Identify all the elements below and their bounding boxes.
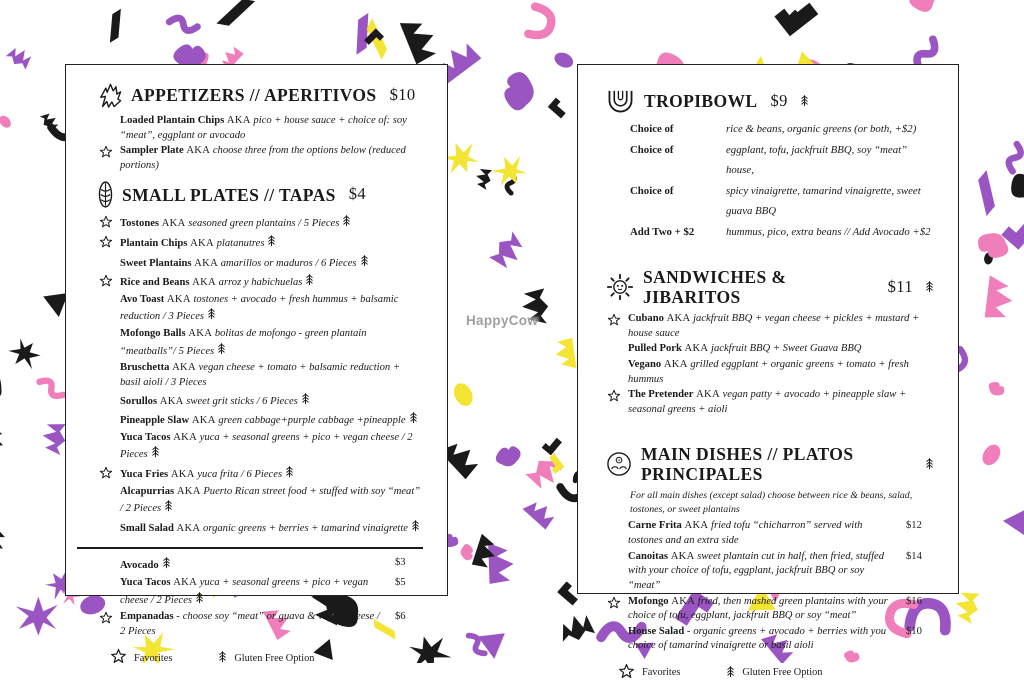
menu-item (628, 625, 934, 654)
legend-favorites (110, 648, 172, 668)
gluten-free-icon (409, 411, 418, 430)
item-separator: AKA (190, 238, 214, 250)
section-title-text: SMALL PLATES // TAPAS (122, 184, 336, 205)
confetti-shape (16, 597, 58, 636)
gluten-free-icon (267, 234, 276, 253)
item-desc: amarillos or maduros / 6 Pieces (220, 257, 357, 269)
item-price: $16 (906, 595, 922, 607)
gluten-free-icon (800, 91, 809, 111)
section-title-text: TROPIBOWL (644, 90, 758, 111)
confetti-shape (494, 441, 523, 471)
gluten-free-icon (217, 342, 226, 361)
item-name: Loaded Plantain Chips (120, 115, 225, 126)
confetti-shape (1005, 144, 1024, 171)
gluten-free-icon (925, 277, 934, 297)
legend-favorites-label: Favorites (134, 652, 173, 664)
item-separator: AKA (684, 343, 709, 355)
item-name: Carne Frita (628, 520, 682, 532)
item-name: Mofongo (628, 595, 669, 607)
item-name: Avo Toast (120, 293, 165, 305)
gluten-free-icon (195, 591, 204, 610)
item-name: Yuca Fries (120, 468, 169, 480)
choice-text: eggplant, tofu, jackfruit BBQ, soy “meat” house, (726, 143, 908, 176)
menu-section-appetizers (98, 82, 423, 174)
item-separator: AKA (684, 520, 709, 532)
section-title (98, 82, 423, 109)
confetti-shape (488, 542, 514, 584)
choice-label: Choice of (630, 184, 674, 197)
section-price: $4 (348, 184, 367, 204)
menu-item (120, 576, 423, 609)
confetti-shape (952, 589, 982, 625)
menu-item (120, 556, 423, 575)
gluten-free-icon (301, 392, 310, 411)
star-icon (99, 466, 113, 486)
burst-icon (98, 82, 122, 109)
menu-item (120, 114, 423, 143)
item-separator: AKA (194, 257, 219, 269)
section-title (606, 444, 934, 484)
confetti-shape (487, 230, 529, 273)
confetti-shape (548, 98, 569, 119)
item-name: House Salad (628, 625, 685, 637)
choice-row (630, 140, 934, 181)
item-desc: yuca + seasonal greens + pico + vegan cheese / 2 Pieces (120, 577, 369, 606)
gluten-free-icon (360, 254, 369, 273)
item-desc: sweet grit sticks / 6 Pieces (186, 395, 298, 407)
section-note: For all main dishes (except salad) choose between rice & beans, salad, tostones, or sweet plantains (630, 489, 913, 515)
item-separator: AKA (176, 522, 201, 534)
priced-items (120, 556, 423, 640)
item-name: Sampler Plate (120, 145, 184, 157)
confetti-shape (774, 0, 818, 36)
legend (110, 640, 423, 668)
menu-item (628, 519, 934, 548)
confetti-shape (985, 275, 1015, 320)
section-title (606, 267, 934, 307)
gluten-free-icon (162, 556, 171, 575)
item-price: $14 (906, 550, 922, 562)
confetti-shape (552, 50, 576, 71)
item-separator: AKA (188, 328, 213, 340)
menu-section-tropibowl (606, 89, 934, 242)
menu-item (120, 465, 423, 484)
item-desc: vegan patty + avocado + pineapple slaw + seasonal greens + aioli (628, 389, 907, 415)
item-desc: organic greens + avocado + berries with you choice of tamarind vinaigrette or basil aioli (628, 625, 887, 652)
confetti-shape (988, 381, 1005, 397)
menu-item (120, 610, 423, 639)
confetti-shape (5, 43, 35, 71)
bowl-icon (606, 89, 635, 113)
gluten-free-icon (342, 214, 351, 233)
menu-item (120, 519, 423, 538)
section-price: $10 (389, 85, 416, 105)
star-icon (99, 215, 113, 235)
item-desc: green cabbage+purple cabbage +pineapple (218, 415, 406, 427)
menu-item (120, 293, 423, 326)
gluten-free-icon (726, 665, 735, 681)
gluten-free-icon (164, 499, 173, 518)
legend-gluten-free (726, 665, 822, 681)
section-title (98, 180, 423, 209)
star-icon-lg (110, 648, 127, 668)
item-name: Mofongo Balls (120, 328, 186, 340)
item-separator: AKA (191, 415, 216, 427)
item-name: Alcapurrias (120, 485, 175, 497)
item-price: $10 (906, 625, 922, 637)
confetti-shape (522, 495, 557, 529)
item-separator: AKA (159, 395, 184, 407)
tropibowl-choices (630, 119, 934, 242)
item-desc: bolitas de mofongo - green plantain “meatballs”/ 5 Pieces (120, 328, 367, 357)
item-separator: AKA (666, 313, 691, 325)
happycow-watermark: HappyCow (466, 313, 539, 328)
star-icon (607, 596, 621, 616)
menu-section-main-dishes (606, 444, 934, 655)
item-separator: AKA (176, 485, 201, 497)
item-desc: Puerto Rican street food + stuffed with soy “meat” / 2 Pieces (120, 485, 421, 515)
choice-label: Add Two + $2 (630, 225, 695, 238)
section-title-text: MAIN DISHES // PLATOS PRINCIPALES (641, 443, 854, 484)
item-separator: - (686, 625, 691, 637)
menu-item (120, 392, 423, 411)
item-desc: fried, then mashed green plantains with your choice of tofu, eggplant, jackfruit BBQ or soy “meat” (628, 595, 888, 622)
item-name: Sweet Plantains (120, 257, 192, 269)
item-name: Vegano (628, 359, 662, 371)
confetti-shape (1003, 499, 1024, 537)
confetti-shape (0, 424, 8, 458)
menu-item (628, 550, 934, 594)
item-name: The Pretender (628, 389, 694, 401)
star-icon (99, 611, 113, 631)
item-separator: AKA (173, 431, 198, 443)
item-price: $6 (395, 611, 406, 623)
item-desc: fried tofu “chicharron” served with tostones and an extra side (628, 520, 863, 547)
legend (618, 655, 934, 683)
confetti-shape (979, 441, 1004, 468)
item-desc: organic greens + berries + tamarind vinaigrette (203, 522, 409, 534)
item-name: Yuca Tacos (120, 577, 171, 589)
item-name: Pulled Pork (628, 343, 682, 355)
item-name: Yuca Tacos (120, 431, 171, 443)
gluten-free-icon (207, 307, 216, 326)
item-desc: sweet plantain cut in half, then fried, stuffed with your choice of tofu, eggplant, jackfruit BBQ or soy “meat” (628, 550, 885, 591)
confetti-shape (528, 7, 554, 39)
choice-label: Choice of (630, 123, 674, 135)
taino-circle-icon (606, 451, 632, 477)
legend-gluten-free-label: Gluten Free Option (234, 652, 315, 664)
item-name: Pineapple Slaw (120, 415, 190, 427)
confetti-shape (964, 170, 1009, 216)
section-title-text: APPETIZERS // APERITIVOS (131, 85, 377, 106)
item-desc: pico + house sauce + choice of: soy “meat”, eggplant or avocado (120, 115, 407, 141)
menu-item (120, 327, 423, 360)
confetti-shape (216, 0, 255, 30)
legend-gluten-free-label: Gluten Free Option (742, 667, 823, 679)
menu-item (628, 358, 934, 387)
gluten-free-icon (411, 519, 420, 538)
item-name: Rice and Beans (120, 277, 190, 289)
menu-item (628, 595, 934, 624)
item-desc: jackfruit BBQ + vegan cheese + pickles + mustard + house sauce (628, 313, 920, 339)
item-separator: AKA (696, 389, 720, 401)
menu-item (628, 312, 934, 341)
menu-item (120, 273, 423, 292)
menu-item (120, 254, 423, 273)
confetti-shape (400, 13, 441, 64)
item-separator: AKA (173, 577, 198, 589)
star-icon (607, 389, 621, 409)
star-icon (99, 145, 113, 165)
item-separator: - (176, 611, 181, 623)
menu-item (120, 361, 423, 390)
legend-favorites (618, 663, 680, 683)
item-desc: seasoned green plantains / 5 Pieces (188, 218, 340, 230)
choice-label: Choice of (630, 143, 674, 156)
confetti-shape (450, 380, 476, 409)
section-divider (77, 547, 423, 549)
confetti-shape (98, 9, 133, 43)
item-desc: yuca + seasonal greens + pico + vegan cheese / 2 Pieces (120, 431, 413, 461)
item-desc: choose three from the options below (reduced portions) (120, 145, 406, 171)
menu-item (120, 144, 423, 173)
menu-item (120, 485, 423, 518)
choice-text: spicy vinaigrette, tamarind vinaigrette, sweet guava BBQ (726, 184, 921, 217)
gluten-free-icon (925, 454, 934, 474)
item-price: $5 (395, 577, 406, 589)
section-price: $9 (770, 90, 788, 110)
gluten-free-icon (305, 273, 314, 292)
item-separator: AKA (226, 115, 251, 126)
confetti-shape (554, 338, 577, 371)
menu-item (120, 214, 423, 233)
item-name: Cubano (628, 313, 664, 325)
item-separator: AKA (172, 362, 196, 374)
menu-section-small-plates (98, 180, 423, 538)
item-desc: arroz y habichuelas (218, 277, 303, 289)
section-title-text: SANDWICHES & JIBARITOS (643, 267, 787, 308)
confetti-shape (899, 0, 941, 15)
menu-item (120, 431, 423, 464)
choice-row (630, 119, 934, 140)
confetti-shape (557, 612, 595, 644)
item-separator: AKA (166, 293, 191, 305)
menu-item (628, 388, 934, 417)
legend-favorites-label: Favorites (642, 667, 681, 679)
confetti-shape (478, 633, 508, 660)
confetti-shape (473, 166, 493, 190)
confetti-shape (169, 14, 197, 35)
item-desc: jackfruit BBQ + Sweet Guava BBQ (711, 343, 862, 355)
item-desc: vegan cheese + tomato + balsamic reduction + basil aioli / 3 Pieces (120, 362, 401, 388)
confetti-shape (542, 434, 562, 455)
confetti-shape (0, 524, 11, 560)
menu-item (120, 411, 423, 430)
star-icon (99, 274, 113, 294)
star-icon (99, 235, 113, 255)
item-name: Small Salad (120, 522, 174, 534)
star-icon (607, 313, 621, 333)
item-name: Bruschetta (120, 362, 170, 374)
item-desc: grilled eggplant + organic greens + tomato + fresh hummus (628, 359, 909, 385)
menu-item (120, 234, 423, 253)
item-separator: AKA (161, 218, 186, 230)
item-name: Canoitas (628, 550, 669, 562)
item-name: Tostones (120, 218, 160, 230)
wheat-cob-icon (98, 180, 113, 209)
choice-row (630, 222, 934, 243)
item-separator: AKA (663, 359, 688, 371)
choice-text: hummus, pico, extra beans // Add Avocado +$2 (726, 225, 931, 238)
menu-panel-right (577, 64, 959, 679)
gluten-free-icon (151, 445, 160, 464)
item-separator: AKA (670, 550, 695, 562)
sun-face-icon (606, 273, 634, 301)
item-name: Sorullos (120, 395, 158, 407)
item-separator: AKA (186, 145, 211, 157)
item-name: Avocado (120, 560, 159, 572)
menu-section-sandwiches (606, 267, 934, 419)
item-desc: yuca frita / 6 Pieces (197, 468, 283, 480)
menu-item (628, 342, 934, 357)
section-title (606, 89, 934, 113)
confetti-shape (0, 113, 13, 130)
item-desc: choose soy “meat” or guava & vegan cheese / 2 Pieces (120, 611, 380, 637)
item-name: Plantain Chips (120, 238, 188, 250)
choice-row (630, 181, 934, 222)
confetti-shape (5, 334, 46, 374)
confetti-shape (496, 68, 541, 114)
section-price: $11 (887, 276, 913, 296)
star-icon-lg (618, 663, 635, 683)
item-price: $12 (906, 520, 922, 532)
gluten-free-icon (218, 650, 227, 666)
item-desc: platanutres (216, 238, 265, 250)
item-separator: AKA (671, 595, 696, 607)
confetti-shape (40, 376, 64, 401)
choice-text: rice & beans, organic greens (or both, +$2) (726, 123, 917, 135)
legend-gluten-free (218, 650, 314, 666)
menu-panel-left (65, 64, 448, 664)
item-name: Empanadas (120, 611, 174, 623)
item-price: $3 (395, 557, 406, 569)
item-desc: tostones + avocado + fresh hummus + balsamic reduction / 3 Pieces (120, 293, 399, 323)
gluten-free-icon (285, 465, 294, 484)
confetti-shape (40, 421, 68, 456)
item-separator: AKA (192, 277, 216, 289)
item-separator: AKA (170, 468, 195, 480)
